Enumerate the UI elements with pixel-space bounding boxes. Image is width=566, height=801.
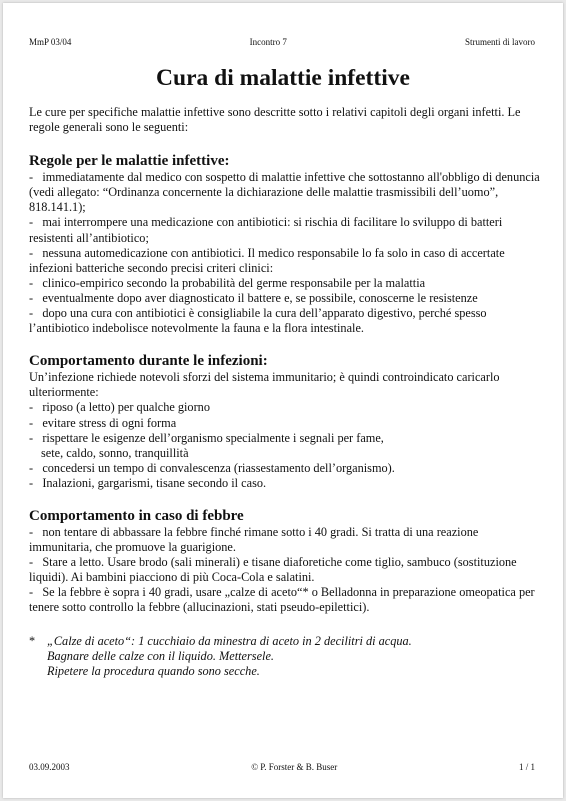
document-page (3, 3, 563, 798)
list-item: - dopo una cura con antibiotici è consigliabile la cura dell’apparato digestivo, perché spesso l’antibiotico indebolisce notevolmente la fauna e la flora intestinale. (29, 306, 490, 336)
list-item: - riposo (a letto) per qualche giorno (29, 400, 210, 415)
footer-date: 03.09.2003 (29, 762, 70, 772)
list-item: - immediatamente dal medico con sospetto di malattie infettive che sottostanno all'obbligo di denuncia (vedi allegato: “Ordinanza concernente la dichiarazione delle malattie trasmissibili dell’uomo”, 818.141.1); (29, 170, 543, 215)
section-heading-fever: Comportamento in caso di febbre (29, 507, 244, 524)
page-footer (29, 762, 535, 772)
section-text: Un’infezione richiede notevoli sforzi del sistema immunitario; è quindi controindicato caricarlo ulteriormente: (29, 370, 500, 400)
list-item: - Inalazioni, gargarismi, tisane secondo il caso. (29, 475, 267, 490)
header-right: Strumenti di lavoro (465, 37, 535, 47)
footer-copyright: © P. Forster & B. Buser (251, 762, 338, 772)
footnote-line: „Calze di aceto“: 1 cucchiaio da minestra di aceto in 2 decilitri di acqua. (47, 633, 412, 648)
list-item: - evitare stress di ogni forma (29, 415, 177, 430)
list-item: - mai interrompere una medicazione con antibiotici: si rischia di facilitare lo sviluppo di batteri resistenti all’antibiotico; (29, 215, 506, 245)
list-item: - eventualmente dopo aver diagnosticato il battere e, se possibile, conoscerne le resistenze (29, 290, 478, 305)
header-left: MmP 03/04 (29, 37, 72, 47)
list-item: - rispettare le esigenze dell’organismo specialmente i segnali per fame, (29, 430, 384, 445)
footnote-marker: * (29, 633, 36, 648)
footnote-line: Bagnare delle calze con il liquido. Mettersele. (47, 648, 274, 663)
footnote (29, 634, 543, 679)
intro-paragraph: Le cure per specifiche malattie infettive sono descritte sotto i relativi capitoli degli organi infetti. Le regole generali sono le seguenti: (29, 105, 521, 135)
header-center: Incontro 7 (249, 37, 287, 47)
list-item: - concedersi un tempo di convalescenza (riassestamento dell’organismo). (29, 460, 395, 475)
list-item: - clinico-empirico secondo la probabilità del germe responsabile per la malattia (29, 275, 426, 290)
list-item-continuation: sete, caldo, sonno, tranquillità (41, 445, 189, 460)
footnote-line: Ripetere la procedura quando sono secche. (47, 663, 260, 678)
list-item: - Se la febbre è sopra i 40 gradi, usare „calze di aceto“* o Belladonna in preparazione omeopatica per tenere sotto controllo la febbre (allucinazioni, stati pseudo-epilettici). (29, 585, 538, 615)
page-header (29, 37, 535, 47)
list-item: - Stare a letto. Usare brodo (sali minerali) e tisane diaforetiche come tiglio, sambuco (sostituzione liquidi). Ai bambini piacciono di più Coca-Cola e salatini. (29, 555, 520, 585)
list-item: - nessuna automedicazione con antibiotici. Il medico responsabile lo fa solo in caso di accertate infezioni batteriche secondo precisi criteri clinici: (29, 245, 508, 275)
section-heading-behaviour: Comportamento durante le infezioni: (29, 353, 268, 370)
section-heading-rules: Regole per le malattie infettive: (29, 153, 230, 170)
footer-page-number: 1 / 1 (518, 762, 535, 772)
footnote-text (47, 634, 412, 679)
document-body (29, 105, 543, 679)
list-item: - non tentare di abbassare la febbre finché rimane sotto i 40 gradi. Si tratta di una reazione immunitaria, che promuove la guarigione. (29, 524, 482, 555)
page-title: Cura di malattie infettive (156, 65, 410, 91)
